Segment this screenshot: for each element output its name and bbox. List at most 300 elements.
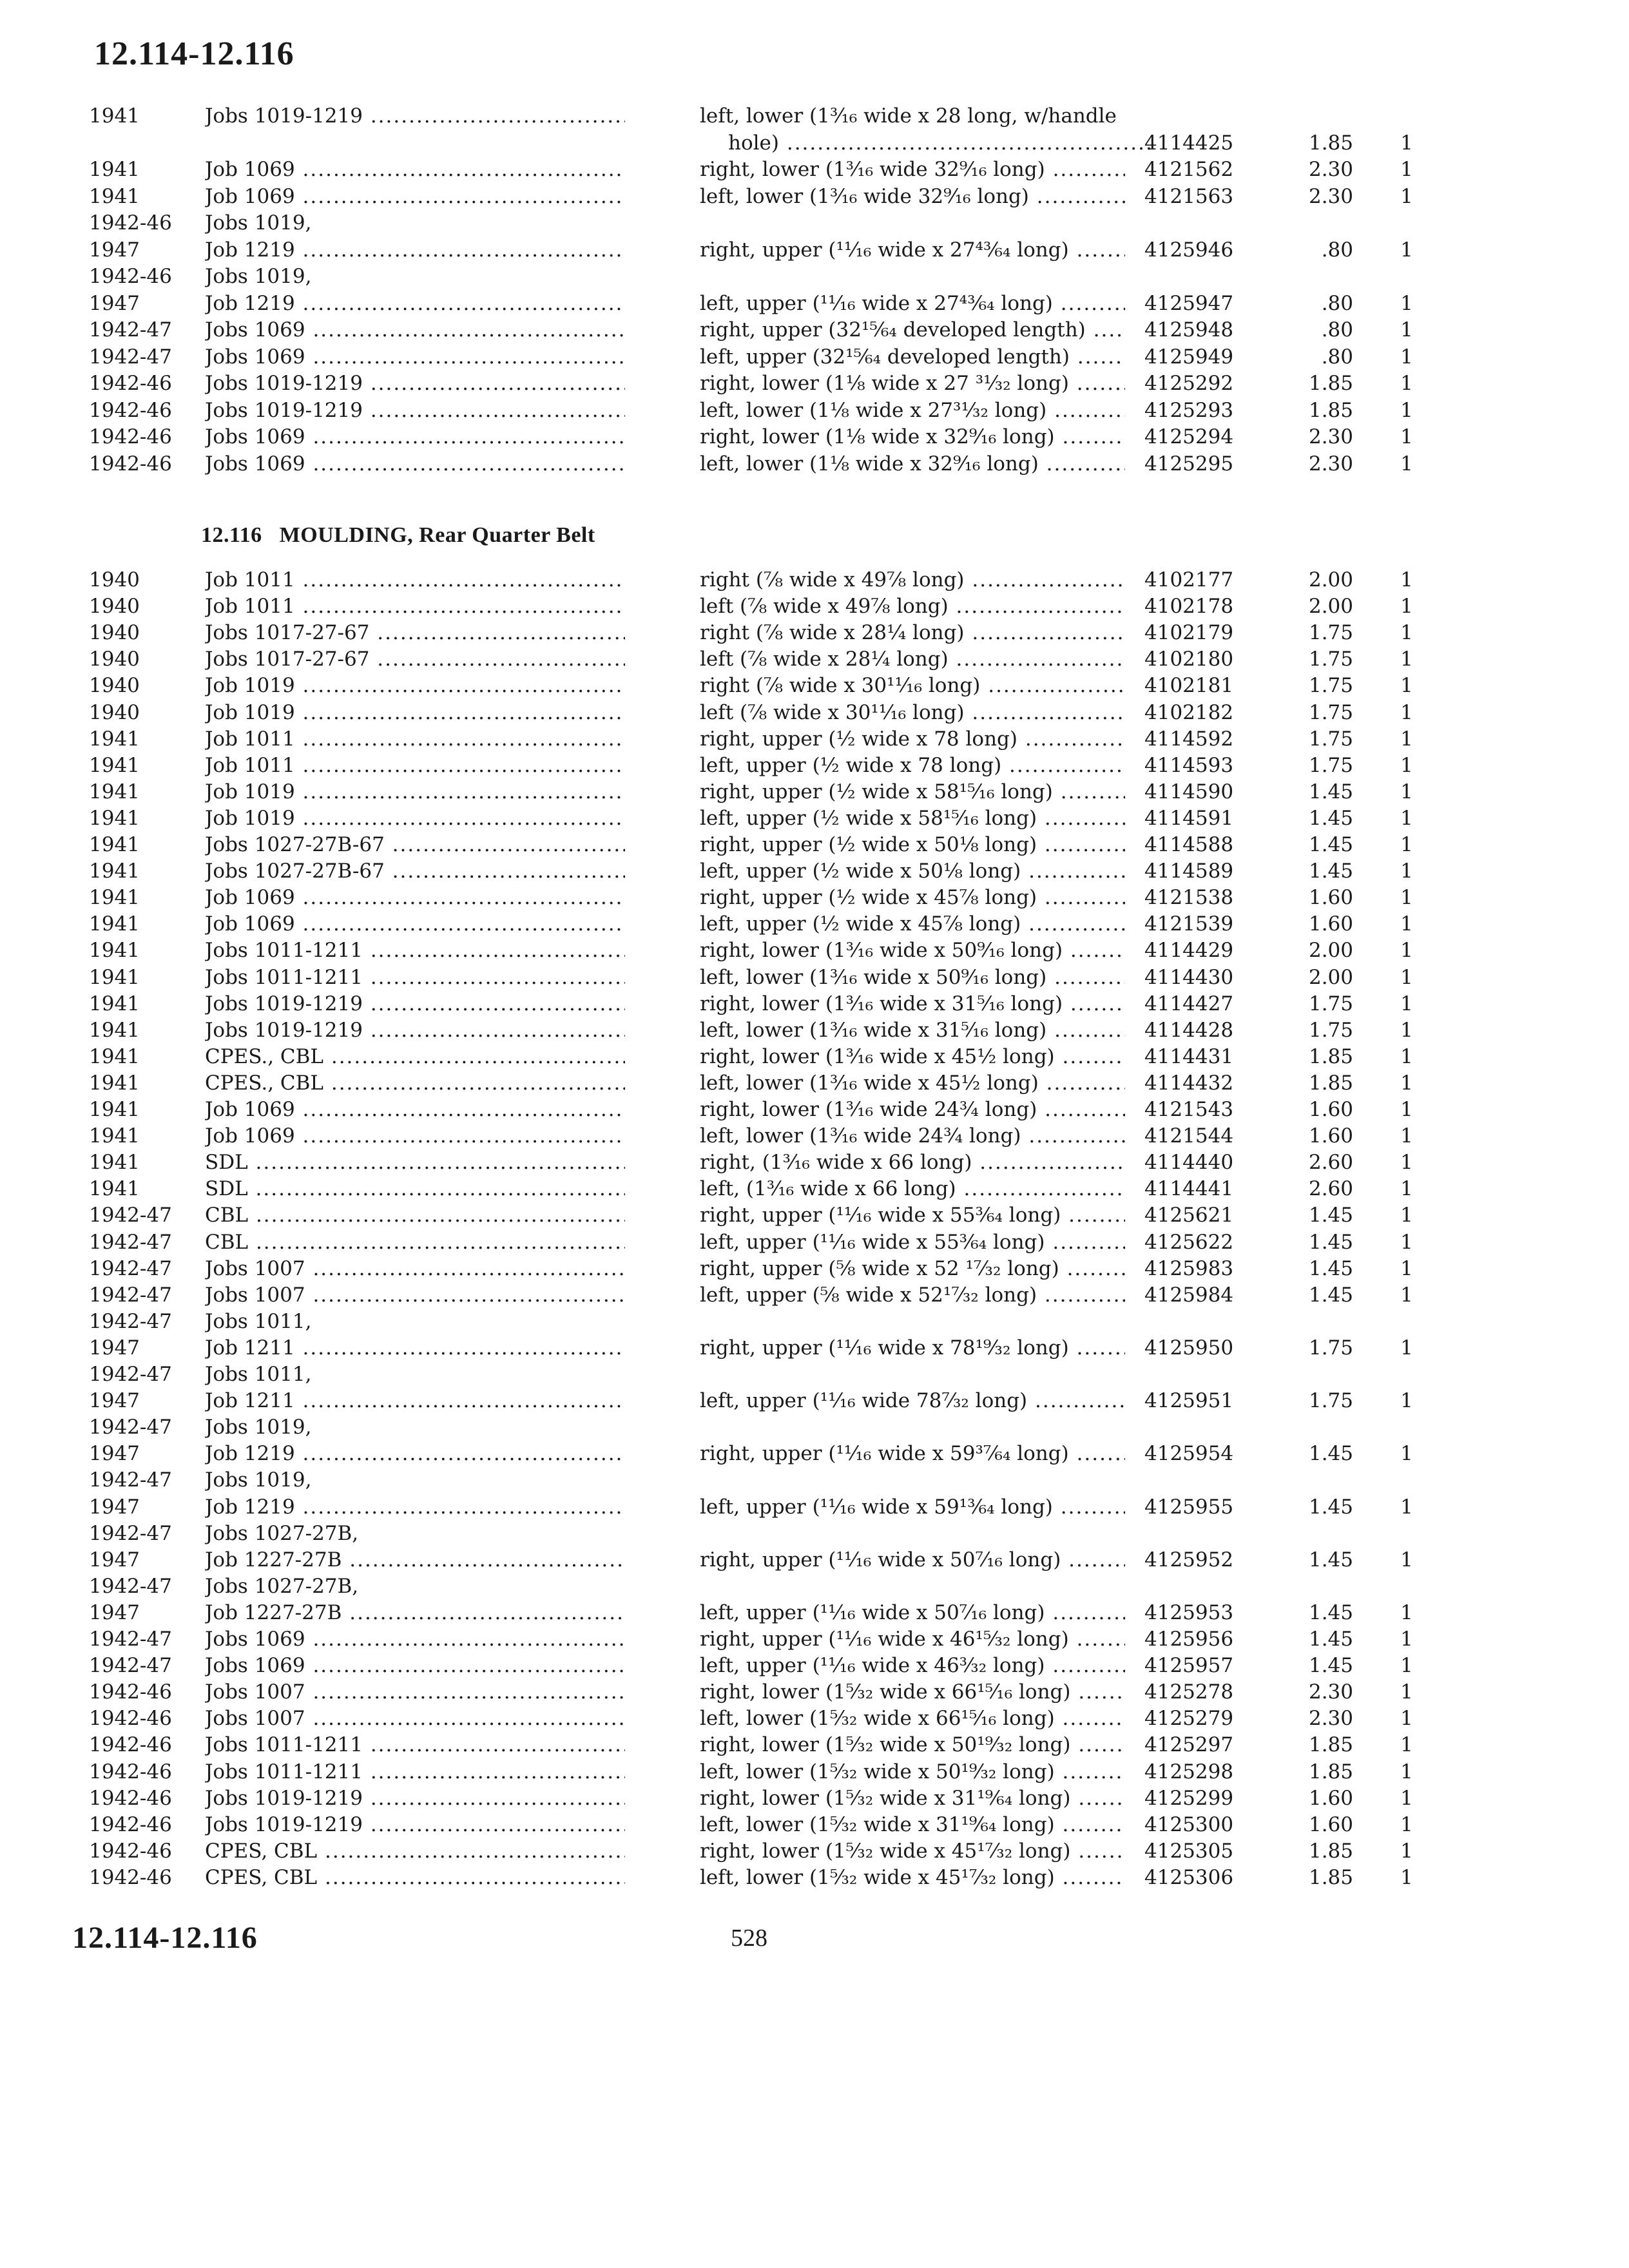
part-price: 2.30 [1308,1707,1353,1731]
table-row [0,1521,1629,1547]
table-row [0,317,1629,343]
part-number: 4125952 [1144,1548,1234,1571]
job-number: Jobs 1019, [205,1416,312,1439]
table-row [0,1759,1629,1785]
job-number: Jobs 1011-1211 ..... [205,1732,625,1758]
job-number: Jobs 1019-1219 ..... [205,1785,625,1812]
part-price: 2.00 [1308,568,1353,591]
part-number: 4125295 [1144,452,1234,476]
job-number: Jobs 1007 ..... [205,1282,625,1309]
part-quantity: 1 [1400,1548,1413,1571]
table-row [0,1732,1629,1758]
part-quantity: 1 [1400,806,1413,830]
part-description: left, lower (1³⁄₁₆ wide x 45½ long) ..... [700,1070,1125,1097]
table-row [0,264,1629,290]
table-row [0,184,1629,210]
part-description: left (⅞ wide x 28¼ long) ..... [700,646,1125,673]
part-price: 1.60 [1308,1812,1353,1836]
model-year: 1941 [89,780,140,803]
job-number: Jobs 1011-1211 ..... [205,965,625,991]
table-row [0,1785,1629,1812]
part-quantity: 1 [1400,1707,1413,1731]
part-number: 4102177 [1144,568,1234,591]
part-price: 1.45 [1308,1654,1353,1678]
job-number: Jobs 1011-1211 ..... [205,1759,625,1785]
part-number: 4114440 [1144,1151,1234,1175]
model-year: 1940 [89,595,140,619]
model-year: 1942-46 [89,1733,172,1757]
section-number: 12.116 [201,523,262,547]
part-quantity: 1 [1400,372,1413,395]
part-price: 2.30 [1308,425,1353,448]
part-number: 4114441 [1144,1177,1234,1201]
part-quantity: 1 [1400,238,1413,262]
part-number: 4125278 [1144,1680,1234,1704]
part-description: right, upper (¹¹⁄₁₆ wide x 50⁷⁄₁₆ long) ..... [700,1547,1125,1573]
part-price: 1.60 [1308,1786,1353,1810]
job-number: Job 1227-27B ..... [205,1600,625,1626]
table-row [0,1202,1629,1229]
model-year: 1942-47 [89,1521,172,1545]
part-price: 1.85 [1308,1071,1353,1095]
table-row [0,937,1629,964]
part-quantity: 1 [1400,621,1413,645]
part-description: right, upper (½ wide x 45⅞ long) ..... [700,885,1125,911]
model-year: 1941 [89,912,140,936]
part-quantity: 1 [1400,1151,1413,1175]
job-number: Job 1211 ..... [205,1388,625,1414]
part-description: left, lower (1⅛ wide x 27³¹⁄₃₂ long) ..... [700,398,1125,424]
job-number: Jobs 1069 ..... [205,344,625,370]
table-row [0,370,1629,397]
part-price: 1.75 [1308,621,1353,645]
part-number: 4125953 [1144,1600,1234,1624]
part-quantity: 1 [1400,860,1413,883]
job-number: Jobs 1019, [205,265,312,288]
part-description: right, lower (1⁵⁄₃₂ wide x 31¹⁹⁄₆₄ long) ..... [700,1785,1125,1812]
table-row [0,1256,1629,1282]
part-description: left (⅞ wide x 49⅞ long) ..... [700,593,1125,620]
part-quantity: 1 [1400,1230,1413,1254]
model-year: 1942-46 [89,1707,172,1731]
part-quantity: 1 [1400,1812,1413,1836]
part-description: left, (1³⁄₁₆ wide x 66 long) ..... [700,1176,1125,1202]
job-number: CPES., CBL ..... [205,1070,625,1097]
job-number: Jobs 1019-1219 ..... [205,398,625,424]
part-description: right (⅞ wide x 49⅞ long) ..... [700,567,1125,593]
section-title: MOULDING, Rear Quarter Belt [279,523,595,547]
part-price: 1.45 [1308,1600,1353,1624]
part-number: 4125949 [1144,345,1234,369]
model-year: 1941 [89,886,140,910]
part-price: 1.45 [1308,806,1353,830]
job-number: Jobs 1019, [205,1468,312,1492]
table-row [0,1653,1629,1679]
part-price: .80 [1321,238,1353,262]
job-number: Job 1069 ..... [205,1123,625,1149]
part-price: 1.45 [1308,1442,1353,1466]
part-description: left, lower (1³⁄₁₆ wide 24¾ long) ..... [700,1123,1125,1149]
page-number: 528 [731,1925,767,1952]
part-quantity: 1 [1400,184,1413,208]
table-row [0,593,1629,620]
table-row [0,1282,1629,1309]
job-number: SDL ..... [205,1176,625,1202]
part-quantity: 1 [1400,452,1413,476]
job-number: Jobs 1019-1219 ..... [205,1812,625,1838]
table-row [0,1149,1629,1176]
model-year: 1942-47 [89,1309,172,1333]
part-quantity: 1 [1400,780,1413,803]
part-quantity: 1 [1400,1760,1413,1783]
part-description: right, lower (1³⁄₁₆ wide 32⁹⁄₁₆ long) ..... [700,157,1125,183]
job-number: Job 1019 ..... [205,700,625,726]
part-number: 4114432 [1144,1071,1234,1095]
job-number: Jobs 1069 ..... [205,317,625,343]
part-quantity: 1 [1400,1044,1413,1068]
part-quantity: 1 [1400,1628,1413,1651]
part-number: 4125297 [1144,1733,1234,1757]
model-year: 1942-46 [89,1812,172,1836]
part-price: 1.85 [1308,1044,1353,1068]
model-year: 1947 [89,1389,140,1413]
table-row [0,157,1629,183]
job-number: CPES, CBL ..... [205,1838,625,1865]
part-price: 2.00 [1308,965,1353,989]
page-footer-section-range: 12.114-12.116 [72,1921,258,1955]
part-description: hole) ..... [700,130,1153,157]
part-number: 4114429 [1144,939,1234,963]
table-row [0,858,1629,885]
part-quantity: 1 [1400,318,1413,341]
part-quantity: 1 [1400,1018,1413,1042]
part-price: 1.60 [1308,912,1353,936]
model-year: 1947 [89,291,140,315]
part-description: right, lower (1⁵⁄₃₂ wide x 66¹⁵⁄₁₆ long) ..... [700,1679,1125,1706]
model-year: 1942-47 [89,1256,172,1280]
job-number: Jobs 1069 ..... [205,1653,625,1679]
job-number: Job 1219 ..... [205,1494,625,1521]
part-description: right, lower (1⁵⁄₃₂ wide x 45¹⁷⁄₃₂ long) ..... [700,1838,1125,1865]
part-quantity: 1 [1400,425,1413,448]
job-number: Job 1069 ..... [205,157,625,183]
job-number: Jobs 1019, [205,211,312,235]
part-description: left, lower (1³⁄₁₆ wide x 31⁵⁄₁₆ long) ..... [700,1017,1125,1044]
part-price: 2.60 [1308,1151,1353,1175]
part-description: left, upper (⅝ wide x 52¹⁷⁄₃₂ long) ..... [700,1282,1125,1309]
table-row [0,832,1629,858]
part-price: 1.85 [1308,131,1353,155]
model-year: 1941 [89,1071,140,1095]
part-number: 4125946 [1144,238,1234,262]
part-quantity: 1 [1400,833,1413,856]
model-year: 1942-46 [89,452,172,476]
model-year: 1947 [89,1442,140,1466]
table-row [0,210,1629,236]
job-number: CPES., CBL ..... [205,1044,625,1070]
model-year: 1941 [89,753,140,777]
part-number: 4125984 [1144,1283,1234,1307]
model-year: 1947 [89,1548,140,1571]
part-number: 4114427 [1144,992,1234,1015]
part-quantity: 1 [1400,1256,1413,1280]
job-number: Jobs 1017-27-67 ..... [205,620,625,646]
part-description: left (⅞ wide x 30¹¹⁄₁₆ long) ..... [700,700,1125,726]
part-number: 4102181 [1144,674,1234,698]
model-year: 1942-46 [89,1865,172,1889]
table-row [0,753,1629,779]
job-number: Jobs 1069 ..... [205,1626,625,1653]
part-price: 1.75 [1308,674,1353,698]
table-row [0,1335,1629,1361]
part-description: left, lower (1³⁄₁₆ wide x 28 long, w/handle [700,104,1117,128]
job-number: Jobs 1019-1219 ..... [205,103,625,130]
part-description: right, upper (32¹⁵⁄₆₄ developed length) ..... [700,317,1125,343]
table-row [0,726,1629,753]
part-description: left, lower (1³⁄₁₆ wide x 50⁹⁄₁₆ long) ..... [700,965,1125,991]
part-description: right, upper (⅝ wide x 52 ¹⁷⁄₃₂ long) ..... [700,1256,1125,1282]
model-year: 1941 [89,833,140,856]
model-year: 1942-46 [89,1839,172,1863]
part-quantity: 1 [1400,1071,1413,1095]
part-number: 4125956 [1144,1628,1234,1651]
part-description: left, upper (½ wide x 78 long) ..... [700,753,1125,779]
part-number: 4125950 [1144,1336,1234,1360]
model-year: 1942-46 [89,211,172,235]
job-number: Jobs 1007 ..... [205,1679,625,1706]
model-year: 1940 [89,700,140,724]
model-year: 1942-47 [89,1628,172,1651]
part-number: 4121543 [1144,1098,1234,1121]
job-number: Job 1011 ..... [205,726,625,753]
part-quantity: 1 [1400,1495,1413,1519]
part-quantity: 1 [1400,965,1413,989]
table-row [0,1679,1629,1706]
part-quantity: 1 [1400,1204,1413,1227]
table-row [0,991,1629,1017]
table-row [0,1494,1629,1521]
table-row [0,1467,1629,1494]
part-quantity: 1 [1400,674,1413,698]
part-quantity: 1 [1400,291,1413,315]
part-quantity: 1 [1400,345,1413,369]
model-year: 1942-46 [89,372,172,395]
job-number: CPES, CBL ..... [205,1865,625,1891]
job-number: Jobs 1017-27-67 ..... [205,646,625,673]
part-quantity: 1 [1400,1124,1413,1148]
part-quantity: 1 [1400,595,1413,619]
part-number: 4114593 [1144,753,1234,777]
part-number: 4121538 [1144,886,1234,910]
model-year: 1942-47 [89,1204,172,1227]
model-year: 1947 [89,1336,140,1360]
model-year: 1941 [89,1124,140,1148]
table-row [0,646,1629,673]
part-quantity: 1 [1400,939,1413,963]
job-number: Jobs 1027-27B, [205,1521,359,1545]
model-year: 1941 [89,1018,140,1042]
model-year: 1942-46 [89,1680,172,1704]
part-price: 1.75 [1308,992,1353,1015]
table-row [0,779,1629,805]
part-description: right, upper (¹¹⁄₁₆ wide x 78¹⁹⁄₃₂ long) ..... [700,1335,1125,1361]
part-description: right, upper (¹¹⁄₁₆ wide x 55³⁄₆₄ long) ..... [700,1202,1125,1229]
table-row [0,398,1629,424]
job-number: Jobs 1019-1219 ..... [205,370,625,397]
job-number: Jobs 1027-27B-67 ..... [205,832,625,858]
model-year: 1941 [89,1098,140,1121]
part-description: right (⅞ wide x 28¼ long) ..... [700,620,1125,646]
table-row [0,1547,1629,1573]
part-description: left, upper (½ wide x 45⅞ long) ..... [700,911,1125,937]
part-price: 1.85 [1308,1839,1353,1863]
part-description: left, upper (¹¹⁄₁₆ wide x 46³⁄₃₂ long) ..... [700,1653,1125,1679]
part-price: 2.30 [1308,184,1353,208]
table-row [0,1097,1629,1123]
part-number: 4121563 [1144,184,1234,208]
part-number: 4114588 [1144,833,1234,856]
job-number: CBL ..... [205,1202,625,1229]
model-year: 1942-46 [89,265,172,288]
part-description: left, lower (1⁵⁄₃₂ wide x 31¹⁹⁄₆₄ long) ..... [700,1812,1125,1838]
part-number: 4102178 [1144,595,1234,619]
table-row [0,1706,1629,1732]
part-description: right, lower (1³⁄₁₆ wide x 50⁹⁄₁₆ long) ..... [700,937,1125,964]
table-row [0,1229,1629,1256]
part-number: 4125951 [1144,1389,1234,1413]
model-year: 1947 [89,1600,140,1624]
part-price: 1.75 [1308,727,1353,751]
model-year: 1941 [89,184,140,208]
page-header-section-range: 12.114-12.116 [94,35,294,72]
table-row [0,451,1629,477]
part-price: .80 [1321,318,1353,341]
part-number: 4121562 [1144,158,1234,181]
job-number: Job 1069 ..... [205,885,625,911]
section-heading [201,523,595,548]
part-description: left, lower (1⁵⁄₃₂ wide x 50¹⁹⁄₃₂ long) ..... [700,1759,1125,1785]
model-year: 1941 [89,1044,140,1068]
table-row [0,1044,1629,1070]
part-quantity: 1 [1400,753,1413,777]
part-number: 4114591 [1144,806,1234,830]
table-row [0,1309,1629,1335]
table-row [0,1441,1629,1467]
part-number: 4102180 [1144,648,1234,671]
part-number: 4114428 [1144,1018,1234,1042]
model-year: 1942-47 [89,1283,172,1307]
part-price: 2.60 [1308,1177,1353,1201]
part-price: 2.00 [1308,595,1353,619]
job-number: Job 1019 ..... [205,805,625,832]
job-number: Job 1219 ..... [205,237,625,264]
part-number: 4125298 [1144,1760,1234,1783]
table-row [0,673,1629,699]
part-description: left, upper (32¹⁵⁄₆₄ developed length) ..... [700,344,1125,370]
model-year: 1941 [89,727,140,751]
part-price: 1.85 [1308,1865,1353,1889]
model-year: 1941 [89,860,140,883]
job-number: Job 1011 ..... [205,567,625,593]
job-number: Jobs 1007 ..... [205,1256,625,1282]
table-row [0,1600,1629,1626]
part-price: 1.45 [1308,1495,1353,1519]
part-description: right (⅞ wide x 30¹¹⁄₁₆ long) ..... [700,673,1125,699]
part-description: left, upper (¹¹⁄₁₆ wide x 50⁷⁄₁₆ long) ..... [700,1600,1125,1626]
model-year: 1941 [89,104,140,128]
part-description: right, lower (1³⁄₁₆ wide x 45½ long) ..... [700,1044,1125,1070]
model-year: 1942-47 [89,1416,172,1439]
part-quantity: 1 [1400,1786,1413,1810]
part-quantity: 1 [1400,398,1413,422]
part-price: 1.60 [1308,1124,1353,1148]
table-row [0,620,1629,646]
table-row [0,1388,1629,1414]
part-quantity: 1 [1400,648,1413,671]
part-quantity: 1 [1400,1654,1413,1678]
part-quantity: 1 [1400,1098,1413,1121]
part-price: 1.45 [1308,860,1353,883]
part-description: right, upper (¹¹⁄₁₆ wide x 46¹⁵⁄₃₂ long) ..... [700,1626,1125,1653]
part-description: left, lower (1³⁄₁₆ wide 32⁹⁄₁₆ long) ..... [700,184,1125,210]
model-year: 1942-46 [89,425,172,448]
model-year: 1941 [89,1177,140,1201]
table-row [0,1573,1629,1600]
part-quantity: 1 [1400,727,1413,751]
part-quantity: 1 [1400,131,1413,155]
model-year: 1947 [89,238,140,262]
job-number: Jobs 1011-1211 ..... [205,937,625,964]
part-number: 4125955 [1144,1495,1234,1519]
part-description: right, upper (¹¹⁄₁₆ wide x 59³⁷⁄₆₄ long) ..... [700,1441,1125,1467]
part-number: 4114590 [1144,780,1234,803]
job-number: Jobs 1027-27B, [205,1574,359,1598]
part-number: 4125954 [1144,1442,1234,1466]
part-quantity: 1 [1400,886,1413,910]
part-price: 1.75 [1308,1389,1353,1413]
part-description: left, lower (1⅛ wide x 32⁹⁄₁₆ long) ..... [700,451,1125,477]
part-price: 1.45 [1308,780,1353,803]
table-row [0,1626,1629,1653]
part-description: right, lower (1⅛ wide x 32⁹⁄₁₆ long) ..... [700,424,1125,450]
part-price: 1.85 [1308,372,1353,395]
part-description: left, upper (½ wide x 58¹⁵⁄₁₆ long) ..... [700,805,1125,832]
table-row [0,805,1629,832]
part-number: 4114431 [1144,1044,1234,1068]
part-number: 4125279 [1144,1707,1234,1731]
table-row [0,103,1629,130]
part-price: 1.75 [1308,753,1353,777]
job-number: Job 1019 ..... [205,779,625,805]
part-price: 1.45 [1308,1230,1353,1254]
part-price: 1.85 [1308,1760,1353,1783]
job-number: Job 1069 ..... [205,911,625,937]
part-quantity: 1 [1400,992,1413,1015]
job-number: Job 1219 ..... [205,291,625,317]
job-number: Jobs 1007 ..... [205,1706,625,1732]
job-number: Jobs 1011, [205,1309,312,1333]
job-number: Jobs 1019-1219 ..... [205,1017,625,1044]
part-quantity: 1 [1400,1336,1413,1360]
part-number: 4125293 [1144,398,1234,422]
model-year: 1941 [89,939,140,963]
table-row [0,1865,1629,1891]
part-description: left, upper (¹¹⁄₁₆ wide x 59¹³⁄₆₄ long) ..... [700,1494,1125,1521]
part-description: right, upper (½ wide x 50⅛ long) ..... [700,832,1125,858]
table-row [0,1070,1629,1097]
job-number: Jobs 1019-1219 ..... [205,991,625,1017]
part-price: 1.45 [1308,1283,1353,1307]
